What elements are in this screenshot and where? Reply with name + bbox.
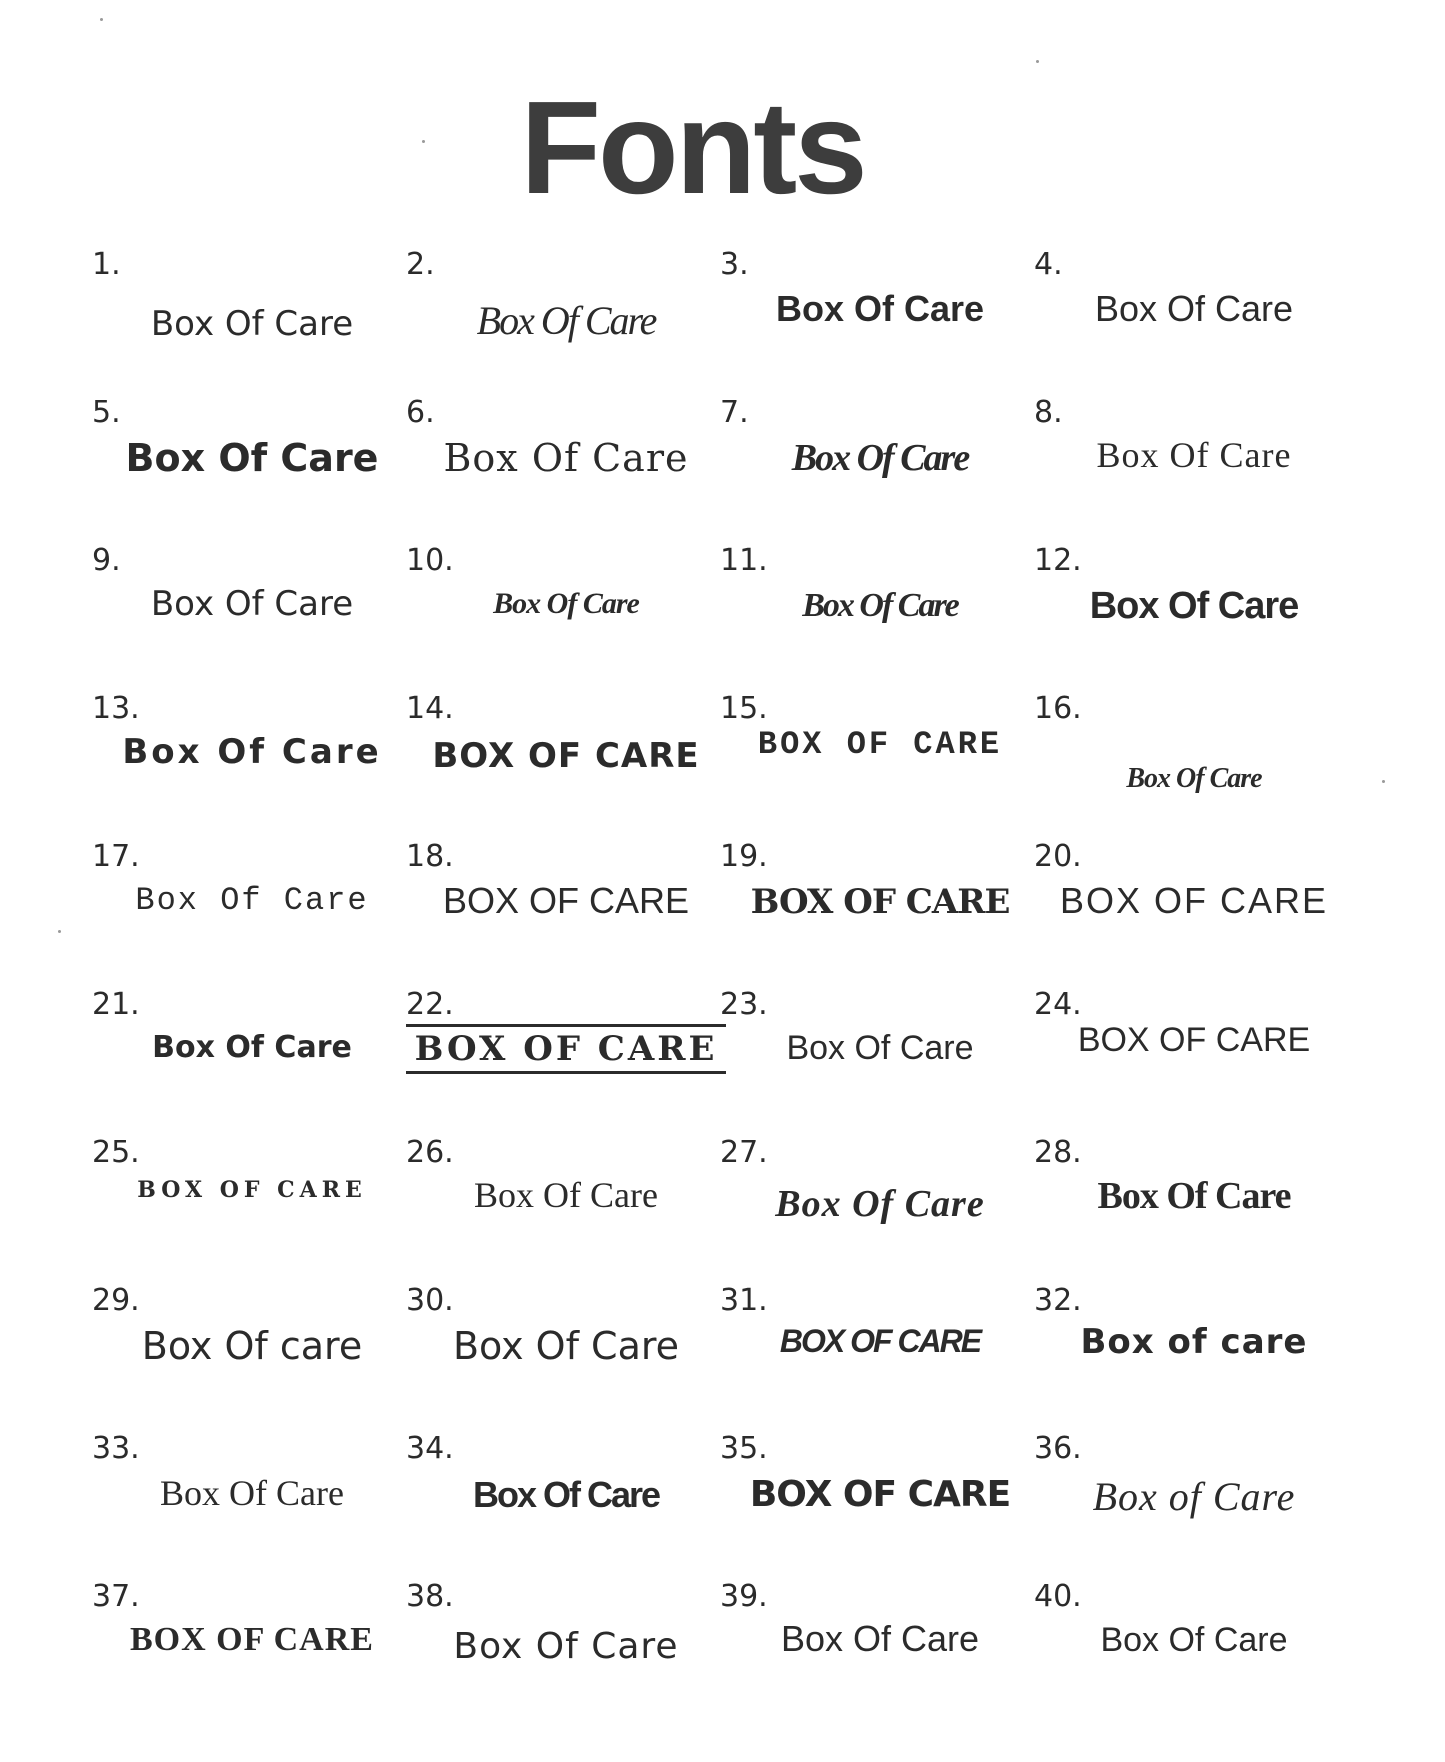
font-number: 17. (92, 839, 140, 874)
font-number: 38. (406, 1579, 454, 1614)
font-sample-item (406, 544, 706, 684)
font-number: 18. (406, 839, 454, 874)
font-number: 8. (1034, 395, 1063, 430)
font-number: 12. (1034, 543, 1082, 578)
font-sample-item (92, 692, 392, 832)
font-number: 34. (406, 1431, 454, 1466)
font-sample-item (406, 396, 706, 536)
font-sample-item (720, 1580, 1020, 1720)
font-sample-text: Box Of Care (786, 1029, 974, 1067)
font-number: 11. (720, 543, 768, 578)
font-sample-text: Box Of Care (443, 436, 689, 480)
font-sample-item (92, 248, 392, 388)
font-number: 14. (406, 691, 454, 726)
font-number: 16. (1034, 691, 1082, 726)
font-number: 19. (720, 839, 768, 874)
font-sample-item (92, 396, 392, 536)
font-sample-text: Box Of Care (493, 587, 639, 620)
font-sample-text: Box of care (1080, 1322, 1308, 1362)
font-sample-item (1034, 1580, 1334, 1720)
font-sample-text: BOX OF CARE (432, 736, 700, 776)
font-sample-text: BOX OF CARE (757, 726, 1003, 763)
font-sample-item (406, 692, 706, 832)
font-sample-text: Box Of Care (775, 1183, 985, 1225)
font-sample-text: Box Of Care (1097, 1175, 1291, 1217)
font-sample-text: Box Of Care (160, 1473, 344, 1513)
font-number: 2. (406, 247, 435, 282)
font-number: 20. (1034, 839, 1082, 874)
font-sample-item (1034, 544, 1334, 684)
font-sample-item (92, 1432, 392, 1572)
font-sample-item (1034, 1284, 1334, 1424)
font-number: 6. (406, 395, 435, 430)
font-number: 3. (720, 247, 749, 282)
font-sample-text: BOX OF CARE (779, 1323, 981, 1359)
font-number: 4. (1034, 247, 1063, 282)
font-sample-item (1034, 840, 1334, 980)
scan-speck (1382, 780, 1385, 783)
font-number: 31. (720, 1283, 768, 1318)
scan-speck (100, 18, 103, 21)
font-sample-item (720, 248, 1020, 388)
font-sample-text: Box Of Care (802, 587, 958, 624)
font-number: 10. (406, 543, 454, 578)
font-sample-item (1034, 396, 1334, 536)
font-sample-text: BOX OF CARE (137, 1177, 367, 1203)
font-number: 22. (406, 987, 454, 1022)
font-sample-text: Box Of Care (150, 584, 354, 624)
font-sample-item (720, 396, 1020, 536)
font-sample-text: Box Of Care (472, 1474, 660, 1515)
font-sample-item (720, 1136, 1020, 1276)
font-number: 9. (92, 543, 121, 578)
font-sample-text: Box Of Care (775, 288, 985, 329)
font-number: 39. (720, 1579, 768, 1614)
font-sample-text: Box Of Care (125, 436, 379, 480)
font-sample-item (406, 1136, 706, 1276)
font-number: 7. (720, 395, 749, 430)
font-sample-text: Box Of Care (780, 1618, 980, 1659)
font-sample-text: Box Of Care (474, 1175, 658, 1215)
font-number: 40. (1034, 1579, 1082, 1614)
font-number: 29. (92, 1283, 140, 1318)
scan-speck (422, 140, 425, 143)
font-sample-item (92, 1136, 392, 1276)
font-number: 28. (1034, 1135, 1082, 1170)
font-sample-item (720, 544, 1020, 684)
font-sample-text: Box Of Care (1094, 288, 1294, 329)
font-sample-item (1034, 248, 1334, 388)
font-number: 13. (92, 691, 140, 726)
font-sample-item (1034, 988, 1334, 1128)
font-sample-item (1034, 1136, 1334, 1276)
font-sample-text: BOX OF CARE (130, 1621, 374, 1658)
font-sample-text: BOX OF CARE (1059, 880, 1329, 921)
font-number: 23. (720, 987, 768, 1022)
font-number: 36. (1034, 1431, 1082, 1466)
font-number: 27. (720, 1135, 768, 1170)
font-sample-item (92, 988, 392, 1128)
font-sample-text: Box Of Care (135, 882, 369, 919)
font-number: 26. (406, 1135, 454, 1170)
font-sample-text: BOX OF CARE (406, 1024, 726, 1074)
font-sample-item (406, 1432, 706, 1572)
font-sample-text: Box Of Care (152, 1030, 352, 1065)
page-title: Fonts (520, 74, 865, 221)
font-sample-item (1034, 1432, 1334, 1572)
font-number: 21. (92, 987, 140, 1022)
font-sample-item (1034, 692, 1334, 832)
font-number: 5. (92, 395, 121, 430)
font-sample-item (92, 1284, 392, 1424)
font-number: 37. (92, 1579, 140, 1614)
font-sample-text: Box of Care (1092, 1474, 1296, 1519)
font-number: 24. (1034, 987, 1082, 1022)
font-sample-item (720, 988, 1020, 1128)
font-sample-item (92, 544, 392, 684)
font-sample-text: Box Of Care (476, 298, 656, 343)
scan-speck (1036, 60, 1039, 63)
font-sample-item (720, 1432, 1020, 1572)
font-sample-item (720, 840, 1020, 980)
font-sample-text: Box Of Care (1126, 763, 1262, 794)
font-sample-text: Box Of care (141, 1324, 363, 1368)
font-sample-item (406, 248, 706, 388)
font-number: 1. (92, 247, 121, 282)
font-sample-text: Box Of Care (150, 304, 354, 344)
font-sample-text: Box Of Care (1100, 1621, 1288, 1659)
font-sample-item (92, 840, 392, 980)
font-sample-text: BOX OF CARE (749, 1474, 1011, 1515)
font-sample-item (720, 692, 1020, 832)
font-sample-text: Box Of Care (791, 437, 969, 479)
font-number: 30. (406, 1283, 454, 1318)
font-sample-item (92, 1580, 392, 1720)
font-sample-item (720, 1284, 1020, 1424)
font-number: 15. (720, 691, 768, 726)
font-sample-text: BOX OF CARE (442, 880, 690, 921)
font-sample-text: BOX OF CARE (1077, 1021, 1311, 1059)
scan-speck (58, 930, 61, 933)
font-sample-text: BOX OF CARE (750, 882, 1010, 922)
font-number: 25. (92, 1135, 140, 1170)
font-sample-text: Box Of Care (1096, 435, 1292, 475)
font-number: 35. (720, 1431, 768, 1466)
font-sample-text: Box Of Care (453, 1626, 679, 1667)
font-sample-text: Box Of Care (122, 732, 382, 772)
font-sample-text: Box Of Care (452, 1324, 680, 1368)
font-number: 32. (1034, 1283, 1082, 1318)
font-sample-item (406, 840, 706, 980)
font-sample-text: Box Of Care (1089, 585, 1299, 627)
font-number: 33. (92, 1431, 140, 1466)
font-sample-item (406, 1580, 706, 1720)
font-sample-item (406, 987, 718, 1128)
font-sample-item (406, 1284, 706, 1424)
